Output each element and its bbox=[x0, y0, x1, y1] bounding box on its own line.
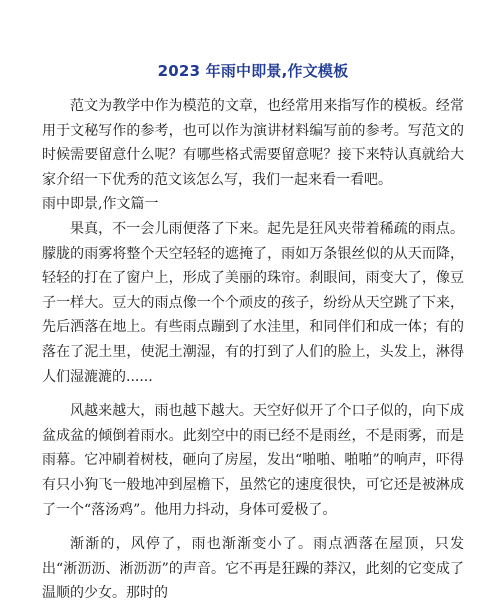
section-title: 雨中即景,作文篇一 bbox=[42, 196, 159, 213]
document-page bbox=[42, 60, 464, 606]
document-title: 2023 年雨中即景,作文模板 bbox=[157, 62, 349, 80]
body-paragraph: 渐渐的，风停了，雨也渐渐变小了。雨点洒落在屋顶，只发出“淅沥沥、淅沥沥”的声音。它不再是狂躁的莽汉，此刻的它变成了温顺的少女。那时的 bbox=[42, 536, 464, 602]
body-paragraph: 果真，不一会儿雨便落了下来。起先是狂风夹带着稀疏的雨点。朦胧的雨雾将整个天空轻轻的遮掩了，雨如万条银丝似的从天而降，轻轻的打在了窗户上，形成了美丽的珠帘。刹眼间，雨变大了，像豆子一样大。豆大的雨点像一个个顽皮的孩子，纷纷从天空跳了下来，先后洒落在地上。有些雨点蹦到了水洼里，和同伴们和成一体；有的落在了泥土里，使泥土潮湿，有的打到了人们的脸上，头发上，淋得人们湿漉漉的...... bbox=[42, 220, 464, 385]
body-paragraph: 风越来越大，雨也越下越大。天空好似开了个口子似的，向下成盆成盆的倾倒着雨水。此刻空中的雨已经不是雨丝，不是雨雾，而是雨幕。它冲刷着树枝，砸向了房屋，发出“啪啪、啪啪”的响声，吓得有只小狗飞一般地冲到屋檐下，虽然它的速度很快，可它还是被淋成了一个“落汤鸡”。他用力抖动，身体可爱极了。 bbox=[42, 403, 464, 518]
intro-paragraph: 范文为教学中作为模范的文章，也经常用来指写作的模板。经常用于文秘写作的参考，也可以作为演讲材料编写前的参考。写范文的时候需要留意什么呢？有哪些格式需要留意呢？接下来特认真就给大家介绍一下优秀的范文该怎么写，我们一起来看一看吧。 bbox=[42, 98, 464, 188]
